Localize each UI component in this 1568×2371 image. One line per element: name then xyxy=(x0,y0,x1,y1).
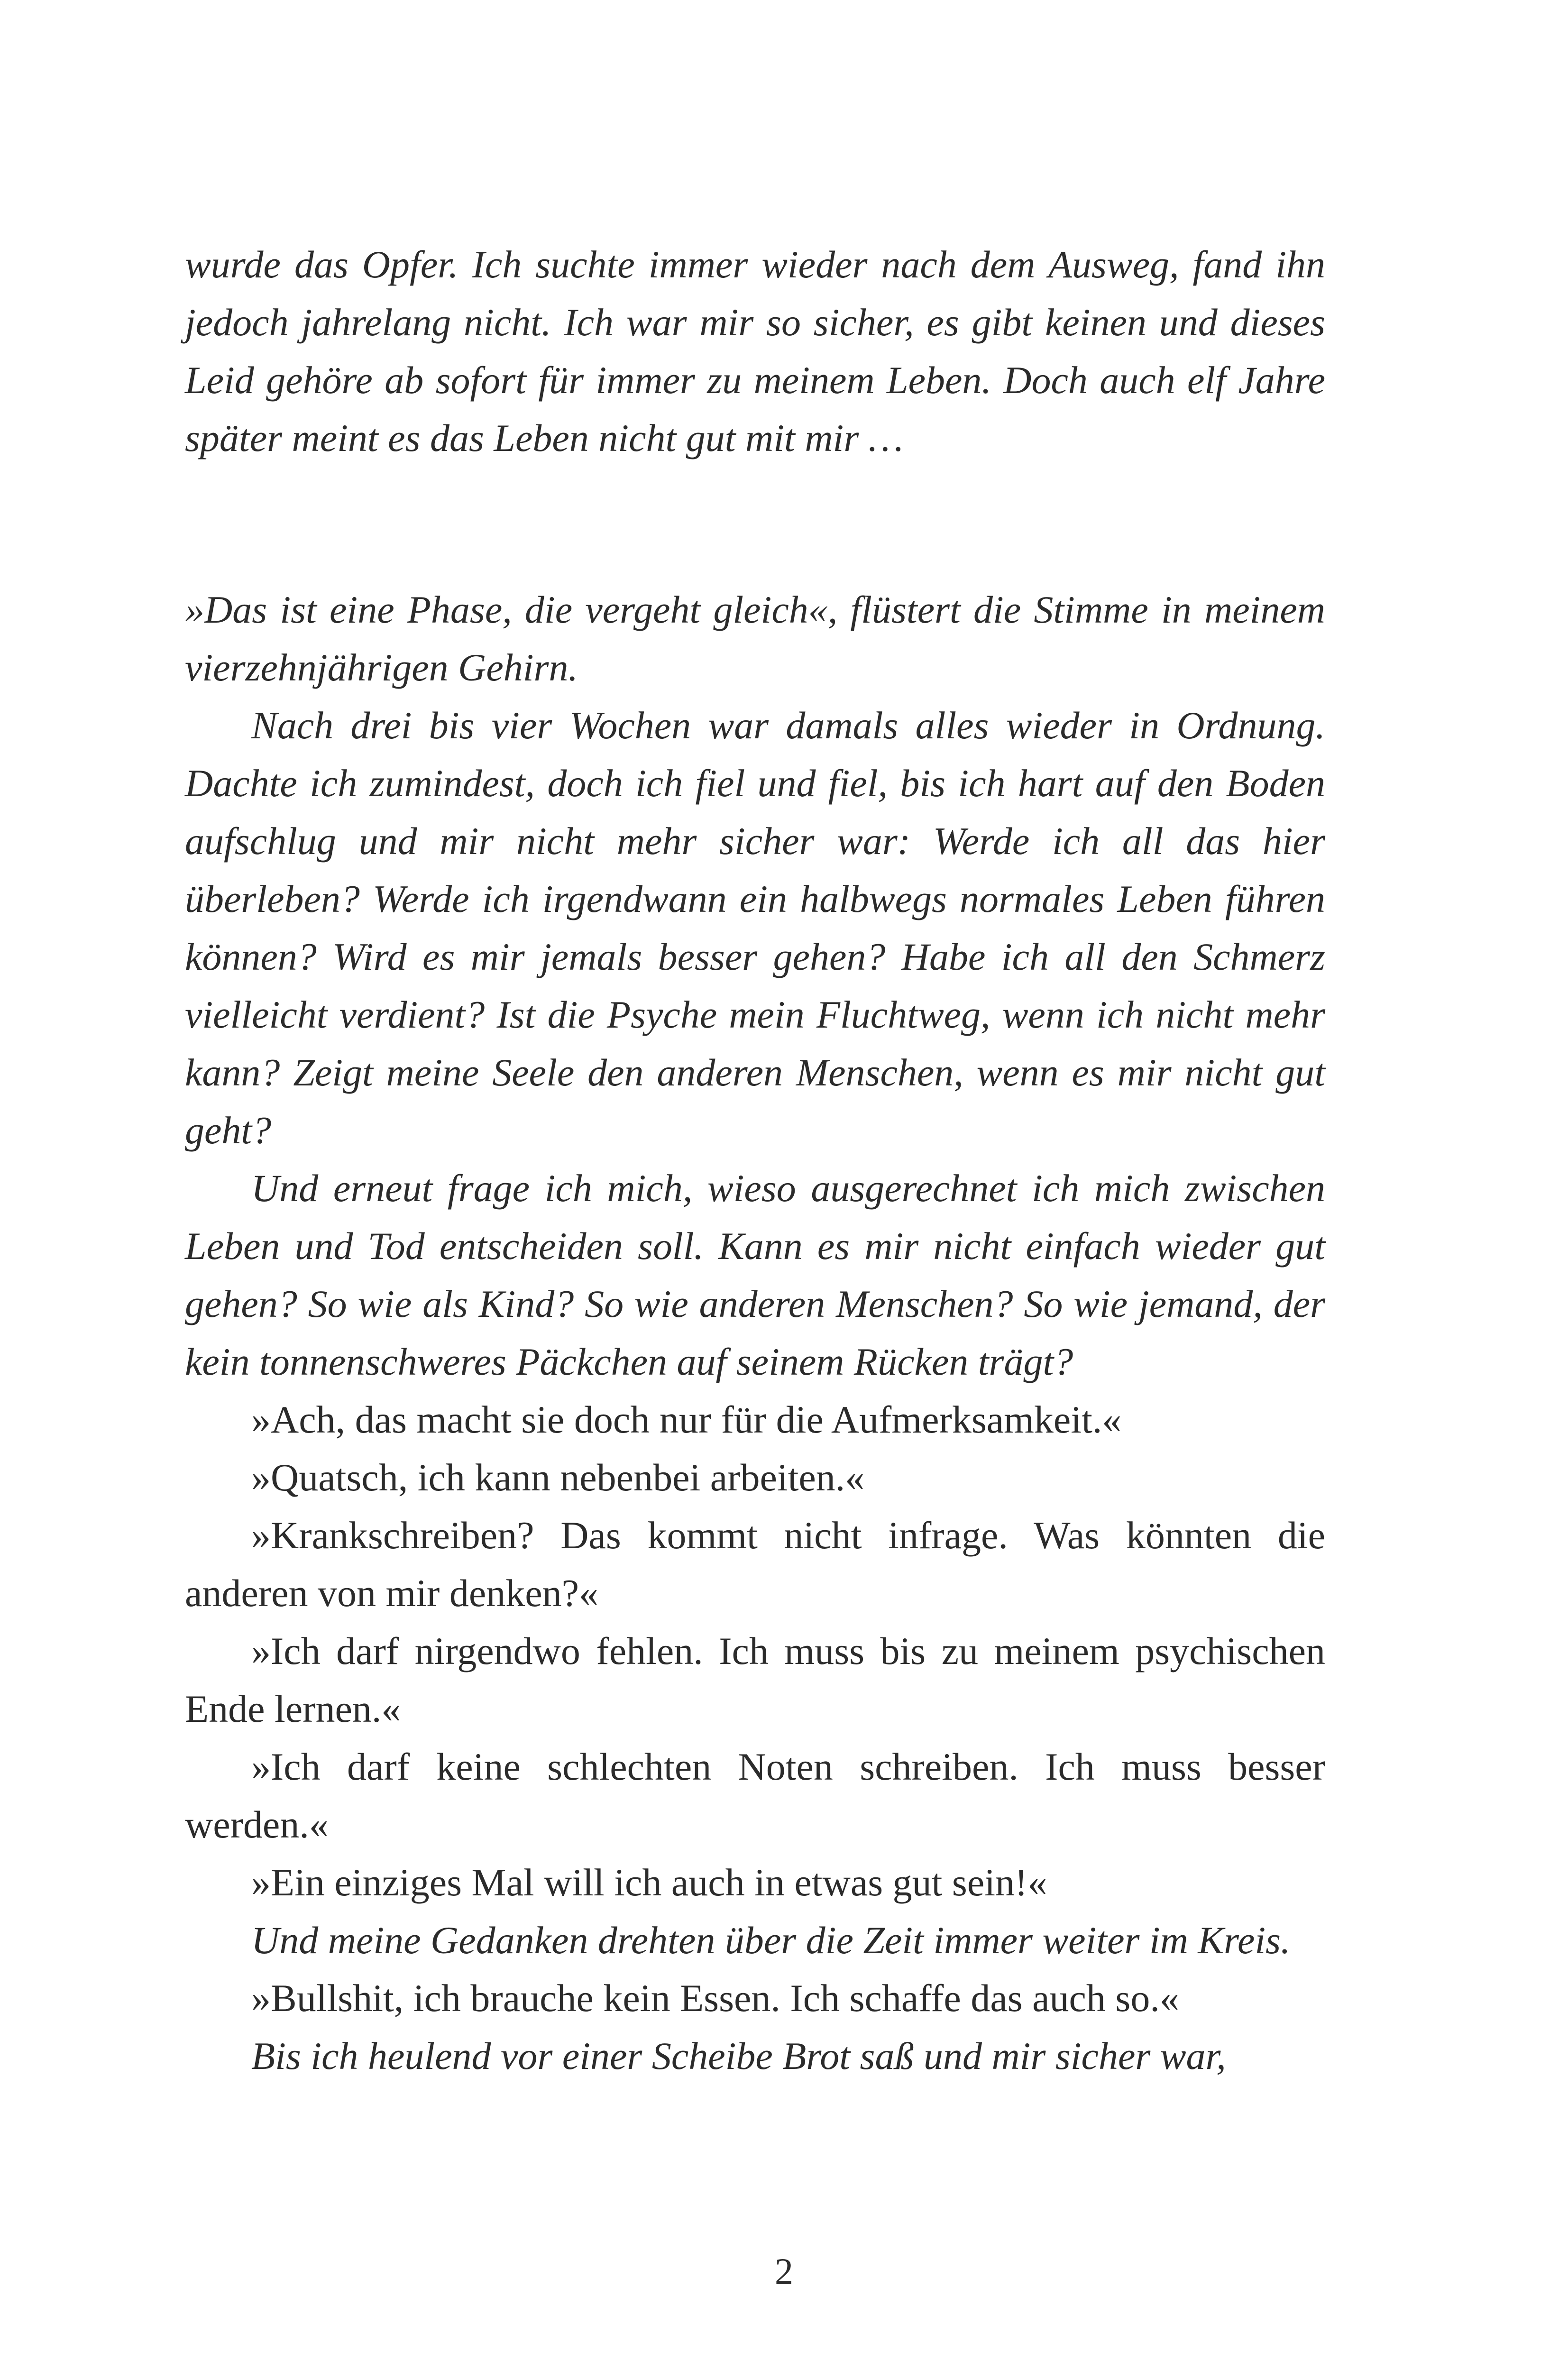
quote-nirgendwo-fehlen: »Ich darf nirgendwo fehlen. Ich muss bis zu meinem psychischen Ende lernen.« xyxy=(185,1629,1325,1730)
quote-kein-essen: »Bullshit, ich brauche kein Essen. Ich schaffe das auch so.« xyxy=(251,1976,1179,2020)
quote-nebenbei-arbeiten: »Quatsch, ich kann nebenbei arbeiten.« xyxy=(251,1456,865,1499)
paragraph-opfer-ausweg: wurde das Opfer. Ich suchte immer wieder nach dem Ausweg, fand ihn jedoch jahrelang nicht. Ich war mir so sicher, es gibt keinen und dieses Leid gehöre ab sofort für immer zu meinem Leben. Doch auch elf Jahre später meint es das Leben nicht gut mit mir … xyxy=(185,243,1325,459)
quote-krankschreiben: »Krankschreiben? Das kommt nicht infrage. Was könnten die anderen von mir denken?« xyxy=(185,1514,1325,1615)
quote-einziges-mal: »Ein einziges Mal will ich auch in etwas gut sein!« xyxy=(251,1861,1047,1904)
paragraph-scheibe-brot: Bis ich heulend vor einer Scheibe Brot saß und mir sicher war, xyxy=(251,2034,1226,2077)
paragraph-phase-quote: »Das ist eine Phase, die vergeht gleich«, flüstert die Stimme in meinem vierzehnjährigen Gehirn. xyxy=(185,588,1325,689)
page-number: 2 xyxy=(775,2251,793,2292)
paragraph-drei-bis-vier-wochen: Nach drei bis vier Wochen war damals alles wieder in Ordnung. Dachte ich zumindest, doch ich fiel und fiel, bis ich hart auf den Boden aufschlug und mir nicht mehr sicher war: Werde ich all das hier überleben? Werde ich irgendwann ein halbwegs normales Leben führen können? Wird es mir jemals besser gehen? Habe ich all den Schmerz vielleicht verdient? Ist die Psyche mein Fluchtweg, wenn ich nicht mehr kann? Zeigt meine Seele den anderen Menschen, wenn es mir nicht gut geht? xyxy=(185,704,1325,1152)
quote-aufmerksamkeit: »Ach, das macht sie doch nur für die Aufmerksamkeit.« xyxy=(251,1398,1122,1441)
paragraph-erneut-frage: Und erneut frage ich mich, wieso ausgerechnet ich mich zwischen Leben und Tod entscheiden soll. Kann es mir nicht einfach wieder gut gehen? So wie als Kind? So wie anderen Menschen? So wie jemand, der kein tonnenschweres Päckchen auf seinem Rücken trägt? xyxy=(185,1167,1325,1383)
opening-text-block xyxy=(185,236,1325,467)
paragraph-gedanken-kreis: Und meine Gedanken drehten über die Zeit immer weiter im Kreis. xyxy=(251,1919,1291,1962)
quote-schlechte-noten: »Ich darf keine schlechten Noten schreiben. Ich muss besser werden.« xyxy=(185,1745,1325,1846)
main-text-block xyxy=(185,581,1325,2085)
